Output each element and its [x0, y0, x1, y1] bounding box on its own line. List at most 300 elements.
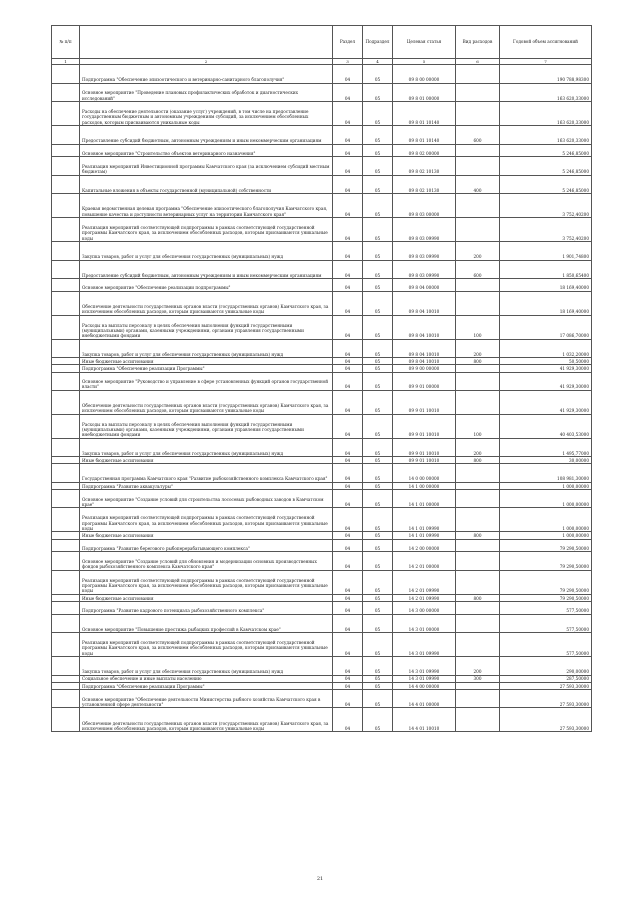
target-cell: 14 3 01 09990 — [393, 657, 456, 675]
vid-cell — [456, 490, 500, 508]
table-row — [52, 675, 592, 682]
razdel-cell: 04 — [333, 83, 363, 101]
table-row — [52, 633, 592, 657]
amount-cell: 290,00000 — [500, 657, 592, 675]
num-cell — [52, 83, 80, 101]
target-cell: 09 8 02 10130 — [393, 157, 456, 175]
amount-cell: 18 169,40000 — [500, 278, 592, 291]
vid-cell — [456, 614, 500, 632]
podrazdel-cell: 05 — [363, 218, 393, 242]
podrazdel-cell: 05 — [363, 508, 393, 532]
num-cell — [52, 708, 80, 732]
table-row — [52, 508, 592, 532]
name-cell: Реализация мероприятий соответствующей подпрограммы в рамках соответствующей государственной программы Камчатского края, за исключением обособленных расходов, которым присваиваются уникальные коды — [80, 570, 333, 594]
amount-cell: 1 000,00000 — [500, 508, 592, 532]
table-row — [52, 414, 592, 438]
amount-cell: 5 246,85000 — [500, 157, 592, 175]
table-row — [52, 291, 592, 315]
target-cell: 09 8 04 00000 — [393, 278, 456, 291]
target-cell: 14 2 01 00000 — [393, 552, 456, 570]
num-cell — [52, 675, 80, 682]
num-cell — [52, 194, 80, 218]
name-cell: Закупка товаров, работ и услуг для обеспечения государственных (муниципальных) нужд — [80, 438, 333, 456]
amount-cell: 577,50000 — [500, 614, 592, 632]
name-cell: Закупка товаров, работ и услуг для обеспечения государственных (муниципальных) нужд — [80, 657, 333, 675]
vid-cell — [456, 464, 500, 482]
podrazdel-cell: 05 — [363, 339, 393, 357]
num-cell — [52, 218, 80, 242]
podrazdel-cell: 05 — [363, 126, 393, 144]
table-row — [52, 144, 592, 157]
header-num: № п/п — [52, 26, 80, 59]
amount-cell: 3 752,40200 — [500, 194, 592, 218]
podrazdel-cell: 05 — [363, 689, 393, 707]
razdel-cell: 04 — [333, 175, 363, 193]
name-cell: Основное мероприятие "Обеспечение деятельности Министерства рыбного хозяйства Камчатского края в установленной сфере деятельности" — [80, 689, 333, 707]
razdel-cell: 04 — [333, 675, 363, 682]
amount-cell: 1 000,00000 — [500, 482, 592, 489]
amount-cell: 50,50000 — [500, 358, 592, 365]
name-cell: Основное мероприятие "Создание условий для строительства лососевых рыбоводных заводов в Камчатском крае" — [80, 490, 333, 508]
table-row — [52, 102, 592, 126]
target-cell: 09 9 01 10010 — [393, 390, 456, 414]
target-cell: 14 2 01 09990 — [393, 594, 456, 601]
podrazdel-cell: 05 — [363, 490, 393, 508]
vid-cell: 800 — [456, 532, 500, 539]
table-row — [52, 539, 592, 552]
table-row — [52, 490, 592, 508]
name-cell: Подпрограмма "Развитие кадрового потенциала рыбохозяйственного комплекса" — [80, 602, 333, 615]
target-cell: 14 2 01 09990 — [393, 570, 456, 594]
header-target: Целевая статья — [393, 26, 456, 59]
razdel-cell: 04 — [333, 464, 363, 482]
name-cell: Капитальные вложения в объекты государственной (муниципальной) собственности — [80, 175, 333, 193]
razdel-cell: 04 — [333, 390, 363, 414]
podrazdel-cell: 05 — [363, 552, 393, 570]
name-cell: Социальное обеспечение и иные выплаты населению — [80, 675, 333, 682]
target-cell: 14 4 01 10010 — [393, 708, 456, 732]
num-cell — [52, 157, 80, 175]
podrazdel-cell: 05 — [363, 102, 393, 126]
target-cell: 14 4 00 00000 — [393, 682, 456, 689]
podrazdel-cell: 05 — [363, 532, 393, 539]
razdel-cell: 04 — [333, 552, 363, 570]
table-row — [52, 614, 592, 632]
vid-cell: 300 — [456, 675, 500, 682]
name-cell: Основное мероприятие "Создание условий для обновления и модернизации основных производственных фондов рыбохозяйственного комплекса Камчатского края" — [80, 552, 333, 570]
vid-cell — [456, 83, 500, 101]
num-cell — [52, 457, 80, 464]
name-cell: Предоставление субсидий бюджетным, автономным учреждениям и иным некоммерческим организациям — [80, 260, 333, 278]
vid-cell: 200 — [456, 339, 500, 357]
podrazdel-cell: 05 — [363, 278, 393, 291]
podrazdel-cell: 05 — [363, 315, 393, 339]
table-row — [52, 570, 592, 594]
amount-cell: 41 929,30000 — [500, 372, 592, 390]
num-cell — [52, 315, 80, 339]
table-row — [52, 552, 592, 570]
table-row — [52, 83, 592, 101]
razdel-cell: 04 — [333, 278, 363, 291]
amount-cell: 79 290,50000 — [500, 552, 592, 570]
razdel-cell: 04 — [333, 358, 363, 365]
num-cell — [52, 291, 80, 315]
podrazdel-cell: 05 — [363, 358, 393, 365]
amount-cell: 3 752,40200 — [500, 218, 592, 242]
header-podrazdel: Подраздел — [363, 26, 393, 59]
vid-cell — [456, 218, 500, 242]
razdel-cell: 04 — [333, 144, 363, 157]
name-cell: Закупка товаров, работ и услуг для обеспечения государственных (муниципальных) нужд — [80, 339, 333, 357]
vid-cell: 400 — [456, 175, 500, 193]
razdel-cell: 04 — [333, 242, 363, 260]
name-cell: Реализация мероприятий соответствующей подпрограммы в рамках соответствующей государственной программы Камчатского края, за исключением обособленных расходов, которым присваиваются уникальные коды — [80, 633, 333, 657]
table-row — [52, 278, 592, 291]
table-row — [52, 682, 592, 689]
podrazdel-cell: 05 — [363, 372, 393, 390]
num-cell — [52, 508, 80, 532]
amount-cell: 577,50000 — [500, 633, 592, 657]
podrazdel-cell: 05 — [363, 594, 393, 601]
num-cell — [52, 602, 80, 615]
target-cell: 09 8 04 10010 — [393, 291, 456, 315]
podrazdel-cell: 05 — [363, 175, 393, 193]
num-cell — [52, 657, 80, 675]
razdel-cell: 04 — [333, 594, 363, 601]
vid-cell: 200 — [456, 242, 500, 260]
table-row — [52, 242, 592, 260]
vid-cell: 200 — [456, 438, 500, 456]
target-cell: 09 8 01 00000 — [393, 83, 456, 101]
amount-cell: 27 593,30000 — [500, 689, 592, 707]
razdel-cell: 04 — [333, 291, 363, 315]
table-row — [52, 194, 592, 218]
target-cell: 14 3 01 00000 — [393, 614, 456, 632]
target-cell: 14 0 00 00000 — [393, 464, 456, 482]
vid-cell — [456, 194, 500, 218]
table-row — [52, 157, 592, 175]
podrazdel-cell: 05 — [363, 438, 393, 456]
page-number: 21 — [316, 876, 324, 882]
amount-cell: 17 086,70000 — [500, 315, 592, 339]
target-cell: 09 8 04 10010 — [393, 339, 456, 357]
razdel-cell: 04 — [333, 315, 363, 339]
num-cell — [52, 490, 80, 508]
podrazdel-cell: 05 — [363, 157, 393, 175]
name-cell: Расходы на выплаты персоналу в целях обеспечения выполнения функций государственными (муниципальными) органами, казенными учреждениями, органами управления государственными внебюджетными фондами — [80, 315, 333, 339]
target-cell: 09 8 03 09990 — [393, 242, 456, 260]
name-cell: Основное мероприятие "Строительство объектов ветеринарного назначения" — [80, 144, 333, 157]
vid-cell — [456, 570, 500, 594]
num-cell — [52, 464, 80, 482]
razdel-cell: 04 — [333, 657, 363, 675]
razdel-cell: 04 — [333, 708, 363, 732]
vid-cell: 200 — [456, 657, 500, 675]
budget-sheet — [51, 25, 591, 732]
amount-cell: 577,50000 — [500, 602, 592, 615]
num-cell — [52, 102, 80, 126]
podrazdel-cell: 05 — [363, 675, 393, 682]
index-cell: 2 — [80, 59, 333, 65]
razdel-cell: 04 — [333, 65, 363, 83]
num-cell — [52, 438, 80, 456]
podrazdel-cell: 05 — [363, 614, 393, 632]
target-cell: 09 9 01 00000 — [393, 372, 456, 390]
table-row — [52, 438, 592, 456]
amount-cell: 30,00000 — [500, 457, 592, 464]
razdel-cell: 04 — [333, 508, 363, 532]
num-cell — [52, 365, 80, 372]
razdel-cell: 04 — [333, 539, 363, 552]
table-body — [52, 65, 592, 732]
table-row — [52, 65, 592, 83]
name-cell: Предоставление субсидий бюджетным, автономным учреждениям и иным некоммерческим организациям — [80, 126, 333, 144]
razdel-cell: 04 — [333, 570, 363, 594]
podrazdel-cell: 05 — [363, 464, 393, 482]
podrazdel-cell: 05 — [363, 457, 393, 464]
name-cell: Реализация мероприятий соответствующей подпрограммы в рамках соответствующей государственной программы Камчатского края, за исключением обособленных расходов, которым присваиваются уникальные коды — [80, 508, 333, 532]
table-row — [52, 218, 592, 242]
podrazdel-cell: 05 — [363, 602, 393, 615]
num-cell — [52, 570, 80, 594]
razdel-cell: 04 — [333, 689, 363, 707]
num-cell — [52, 539, 80, 552]
name-cell: Иные бюджетные ассигнования — [80, 457, 333, 464]
vid-cell — [456, 552, 500, 570]
num-cell — [52, 414, 80, 438]
name-cell: Подпрограмма "Развитие берегового рыбоперерабатывающего комплекса" — [80, 539, 333, 552]
table-row — [52, 260, 592, 278]
vid-cell: 800 — [456, 457, 500, 464]
vid-cell — [456, 102, 500, 126]
vid-cell — [456, 708, 500, 732]
razdel-cell: 04 — [333, 633, 363, 657]
amount-cell: 1 000,00000 — [500, 532, 592, 539]
num-cell — [52, 339, 80, 357]
razdel-cell: 04 — [333, 339, 363, 357]
target-cell: 09 8 03 09990 — [393, 218, 456, 242]
num-cell — [52, 482, 80, 489]
target-cell: 14 1 01 09990 — [393, 532, 456, 539]
header-razdel: Раздел — [333, 26, 363, 59]
name-cell: Иные бюджетные ассигнования — [80, 358, 333, 365]
num-cell — [52, 358, 80, 365]
razdel-cell: 04 — [333, 365, 363, 372]
table-row — [52, 482, 592, 489]
vid-cell: 600 — [456, 260, 500, 278]
vid-cell: 100 — [456, 315, 500, 339]
num-cell — [52, 682, 80, 689]
name-cell: Закупка товаров, работ и услуг для обеспечения государственных (муниципальных) нужд — [80, 242, 333, 260]
num-cell — [52, 614, 80, 632]
podrazdel-cell: 05 — [363, 390, 393, 414]
table-row — [52, 372, 592, 390]
target-cell: 09 8 04 10010 — [393, 315, 456, 339]
amount-cell: 27 593,30000 — [500, 708, 592, 732]
razdel-cell: 04 — [333, 682, 363, 689]
vid-cell — [456, 278, 500, 291]
amount-cell: 27 593,30000 — [500, 682, 592, 689]
name-cell: Государственная программа Камчатского края "Развитие рыбохозяйственного комплекса Камчатского края" — [80, 464, 333, 482]
amount-cell: 287,50000 — [500, 675, 592, 682]
target-cell: 09 9 00 00000 — [393, 365, 456, 372]
razdel-cell: 04 — [333, 602, 363, 615]
vid-cell: 800 — [456, 358, 500, 365]
amount-cell: 79 290,50000 — [500, 570, 592, 594]
vid-cell — [456, 539, 500, 552]
table-row — [52, 365, 592, 372]
name-cell: Подпрограмма "Обеспечение реализации Программы" — [80, 365, 333, 372]
num-cell — [52, 278, 80, 291]
vid-cell — [456, 390, 500, 414]
index-cell: 6 — [456, 59, 500, 65]
name-cell: Иные бюджетные ассигнования — [80, 594, 333, 601]
table-row — [52, 126, 592, 144]
target-cell: 09 8 02 00000 — [393, 144, 456, 157]
amount-cell: 41 929,30000 — [500, 390, 592, 414]
name-cell: Расходы на выплаты персоналу в целях обеспечения выполнения функций государственными (муниципальными) органами, казенными учреждениями, органами управления государственными внебюджетными фондами — [80, 414, 333, 438]
vid-cell — [456, 682, 500, 689]
vid-cell — [456, 65, 500, 83]
podrazdel-cell: 05 — [363, 291, 393, 315]
table-row — [52, 532, 592, 539]
target-cell: 09 8 01 10140 — [393, 102, 456, 126]
target-cell: 09 8 01 10140 — [393, 126, 456, 144]
name-cell: Реализация мероприятий Инвестиционной программы Камчатского края (за исключением субсидий местным бюджетам) — [80, 157, 333, 175]
name-cell: Основное мероприятие "Руководство и управление в сфере установленных функций органов государственной власти" — [80, 372, 333, 390]
razdel-cell: 04 — [333, 414, 363, 438]
podrazdel-cell: 05 — [363, 194, 393, 218]
target-cell: 14 2 00 00000 — [393, 539, 456, 552]
name-cell: Основное мероприятие "Проведение плановых профилактических обработок и диагностических исследований" — [80, 83, 333, 101]
name-cell: Расходы на обеспечение деятельности (оказание услуг) учреждений, в том числе на предоставление государственным бюджетным и автономным учреждениям субсидий, за исключением обособленных расходов, которым присваиваются уникальные коды — [80, 102, 333, 126]
num-cell — [52, 260, 80, 278]
podrazdel-cell: 05 — [363, 570, 393, 594]
num-cell — [52, 242, 80, 260]
index-cell: 1 — [52, 59, 80, 65]
target-cell: 09 8 02 10130 — [393, 175, 456, 193]
amount-cell: 190 788,98300 — [500, 65, 592, 83]
num-cell — [52, 552, 80, 570]
table-row — [52, 689, 592, 707]
vid-cell: 600 — [456, 126, 500, 144]
table-row — [52, 315, 592, 339]
razdel-cell: 04 — [333, 438, 363, 456]
table-row — [52, 708, 592, 732]
index-cell: 4 — [363, 59, 393, 65]
amount-cell: 79 290,50000 — [500, 594, 592, 601]
amount-cell: 41 929,30000 — [500, 365, 592, 372]
razdel-cell: 04 — [333, 102, 363, 126]
target-cell: 09 8 04 10010 — [393, 358, 456, 365]
amount-cell: 108 981,30000 — [500, 464, 592, 482]
name-cell: Обеспечение деятельности государственных органов власти (государственных органов) Камчатского края, за исключением обособленных расходов, которым присваиваются уникальные коды — [80, 291, 333, 315]
vid-cell — [456, 365, 500, 372]
podrazdel-cell: 05 — [363, 242, 393, 260]
name-cell: Основное мероприятие "Обеспечение реализации подпрограммы" — [80, 278, 333, 291]
vid-cell — [456, 602, 500, 615]
header-row — [52, 26, 592, 59]
table-row — [52, 175, 592, 193]
podrazdel-cell: 05 — [363, 365, 393, 372]
razdel-cell: 04 — [333, 614, 363, 632]
podrazdel-cell: 05 — [363, 83, 393, 101]
num-cell — [52, 372, 80, 390]
name-cell: Подпрограмма "Обеспечение реализации Программы" — [80, 682, 333, 689]
podrazdel-cell: 05 — [363, 65, 393, 83]
table-row — [52, 657, 592, 675]
vid-cell — [456, 508, 500, 532]
target-cell: 14 3 01 09990 — [393, 633, 456, 657]
amount-cell: 1 901,74800 — [500, 242, 592, 260]
vid-cell — [456, 372, 500, 390]
razdel-cell: 04 — [333, 457, 363, 464]
amount-cell: 1 032,20000 — [500, 339, 592, 357]
header-name — [80, 26, 333, 59]
index-cell: 3 — [333, 59, 363, 65]
podrazdel-cell: 05 — [363, 708, 393, 732]
razdel-cell: 04 — [333, 260, 363, 278]
name-cell: Основное мероприятие "Повышение престижа рыбацких профессий в Камчатском крае" — [80, 614, 333, 632]
target-cell: 09 8 03 00000 — [393, 194, 456, 218]
name-cell: Краевая ведомственная целевая программа "Обеспечение эпизоотического благополучия Камчатского края, повышение качества и доступности ветеринарных услуг на территории Камчатского края" — [80, 194, 333, 218]
podrazdel-cell: 05 — [363, 260, 393, 278]
podrazdel-cell: 05 — [363, 482, 393, 489]
vid-cell — [456, 482, 500, 489]
amount-cell: 5 246,85000 — [500, 175, 592, 193]
header-vid: Вид расходов — [456, 26, 500, 59]
table-row — [52, 390, 592, 414]
amount-cell: 163 620,33000 — [500, 83, 592, 101]
amount-cell: 1 495,77000 — [500, 438, 592, 456]
header-volume: Годовой объем ассигнований — [500, 26, 592, 59]
target-cell: 09 9 01 10010 — [393, 457, 456, 464]
amount-cell: 163 620,33000 — [500, 126, 592, 144]
target-cell: 09 9 01 10010 — [393, 414, 456, 438]
vid-cell: 800 — [456, 594, 500, 601]
table-row — [52, 464, 592, 482]
amount-cell: 1 850,65400 — [500, 260, 592, 278]
num-cell — [52, 175, 80, 193]
razdel-cell: 04 — [333, 194, 363, 218]
table-row — [52, 358, 592, 365]
razdel-cell: 04 — [333, 490, 363, 508]
vid-cell — [456, 144, 500, 157]
amount-cell: 5 246,85000 — [500, 144, 592, 157]
amount-cell: 1 000,00000 — [500, 490, 592, 508]
name-cell: Подпрограмма "Развитие аквакультуры" — [80, 482, 333, 489]
table-row — [52, 602, 592, 615]
target-cell: 14 1 01 00000 — [393, 490, 456, 508]
table-row — [52, 457, 592, 464]
podrazdel-cell: 05 — [363, 414, 393, 438]
name-cell: Обеспечение деятельности государственных органов власти (государственных органов) Камчатского края, за исключением обособленных расходов, которым присваиваются уникальные коды — [80, 708, 333, 732]
num-cell — [52, 689, 80, 707]
name-cell: Иные бюджетные ассигнования — [80, 532, 333, 539]
target-cell: 09 8 00 00000 — [393, 65, 456, 83]
num-cell — [52, 126, 80, 144]
index-cell: 5 — [393, 59, 456, 65]
target-cell: 14 1 00 00000 — [393, 482, 456, 489]
amount-cell: 163 620,33000 — [500, 102, 592, 126]
vid-cell — [456, 157, 500, 175]
num-cell — [52, 390, 80, 414]
podrazdel-cell: 05 — [363, 682, 393, 689]
table-row — [52, 339, 592, 357]
podrazdel-cell: 05 — [363, 633, 393, 657]
podrazdel-cell: 05 — [363, 657, 393, 675]
razdel-cell: 04 — [333, 532, 363, 539]
